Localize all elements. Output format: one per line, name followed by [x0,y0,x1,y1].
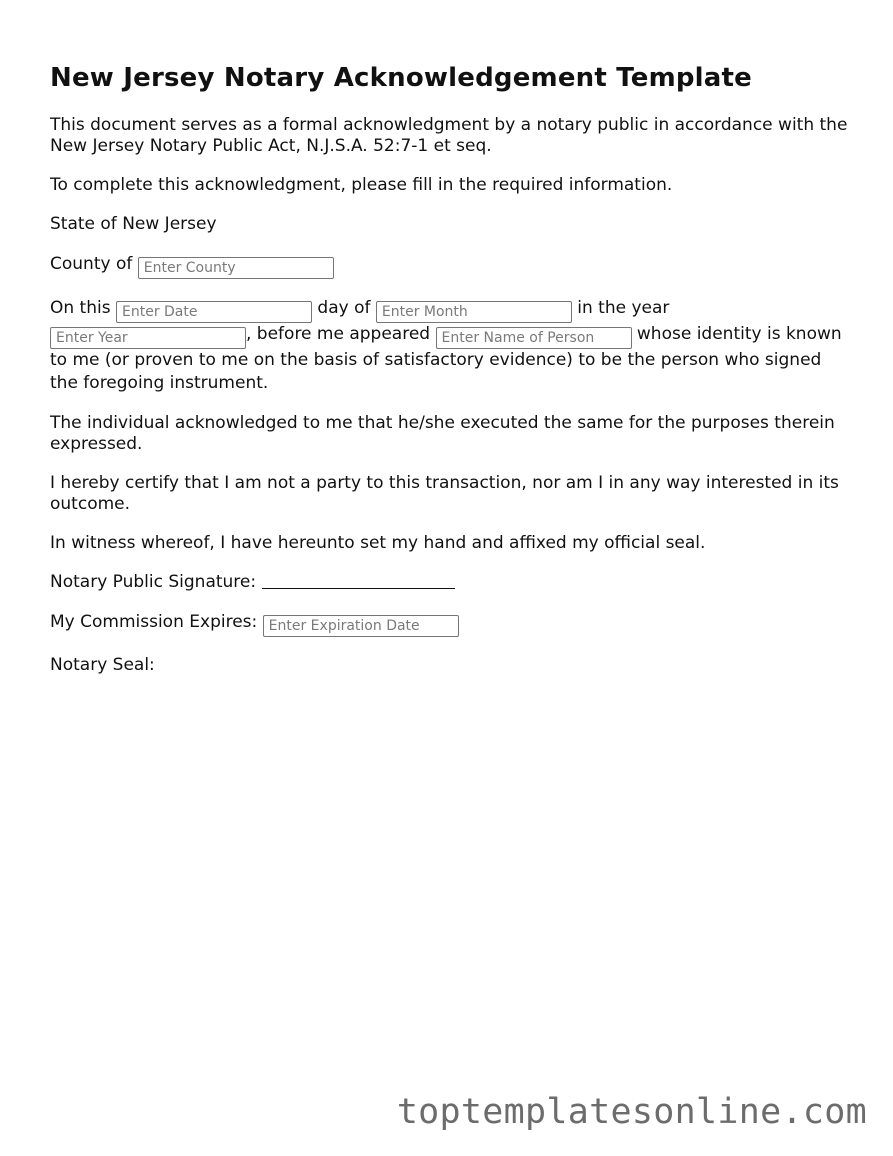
witness-paragraph: In witness whereof, I have hereunto set my hand and affixed my official seal. [50,533,706,553]
person-name-input[interactable] [436,327,632,349]
month-input[interactable] [376,301,572,323]
watermark: toptemplatesonline.com [396,1092,867,1132]
year-input[interactable] [50,327,246,349]
before-me-text: , before me appeared [246,324,431,344]
commission-line [50,611,850,637]
seal-label: Notary Seal: [50,655,155,675]
county-input[interactable] [138,257,334,279]
page-title: New Jersey Notary Acknowledgement Template [50,63,752,93]
document-page [50,0,850,676]
in-the-year-text: in the year [577,298,670,318]
commission-label: My Commission Expires: [50,612,258,632]
intro-paragraph: This document serves as a formal acknowledgment by a notary public in accordance with the New Jersey Notary Public Act, N.J.S.A. 52:7-1 et seq. [50,115,848,156]
signature-line [50,572,850,593]
certify-paragraph: I hereby certify that I am not a party to this transaction, nor am I in any way interested in its outcome. [50,473,839,514]
appearance-paragraph [50,297,850,395]
identity-text: whose identity is known to me (or proven to me on the basis of satisfactory evidence) to be the person who signed the foregoing instrument. [50,324,842,393]
date-input[interactable] [116,301,312,323]
acknowledged-paragraph: The individual acknowledged to me that he/she executed the same for the purposes therein expressed. [50,413,835,454]
state-line: State of New Jersey [50,214,217,234]
on-this-text: On this [50,298,111,318]
county-label: County of [50,254,133,274]
expiration-date-input[interactable] [263,615,459,637]
signature-label: Notary Public Signature: [50,572,257,592]
instruction-paragraph: To complete this acknowledgment, please fill in the required information. [50,175,673,195]
signature-blank[interactable] [262,572,455,589]
day-of-text: day of [317,298,371,318]
county-line [50,253,850,279]
